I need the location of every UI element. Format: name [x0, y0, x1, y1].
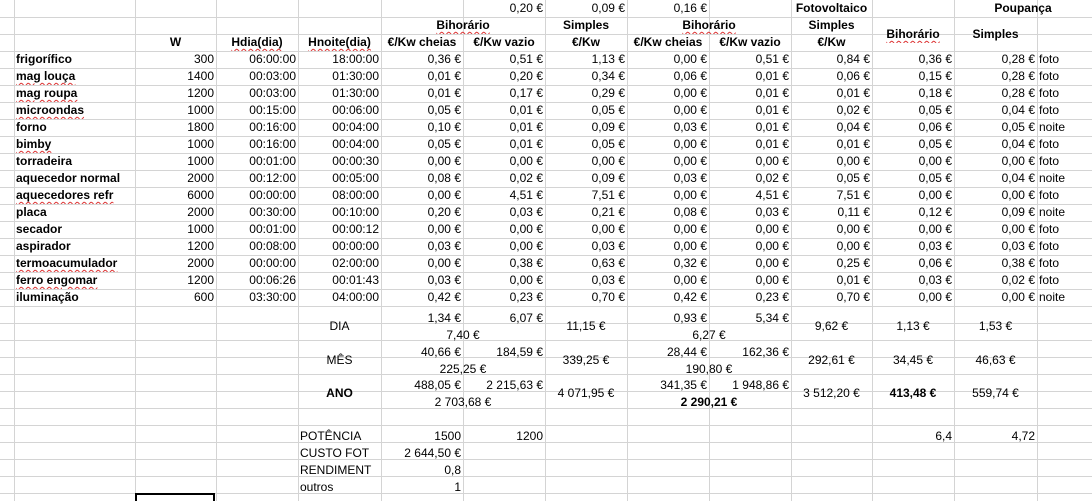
hnoite-cell[interactable]: 08:00:00 [332, 188, 379, 202]
period-label-ano[interactable]: ANO [326, 386, 353, 400]
spell-flagged-text: Hnoite(dia) [308, 35, 371, 49]
section-poupanca[interactable]: Poupança [994, 1, 1052, 15]
saving-simples-cell[interactable]: 0,00 € [1001, 188, 1035, 202]
fv-simples-cell[interactable]: 0,84 € [836, 52, 870, 66]
header-hnoite[interactable] [300, 34, 379, 51]
param-potencia-1[interactable]: 1500 [434, 429, 461, 443]
source-cell[interactable]: foto [1039, 154, 1060, 168]
source-cell[interactable]: foto [1039, 52, 1060, 66]
source-cell[interactable]: foto [1039, 103, 1060, 117]
header-simples-poupanca[interactable]: Simples [972, 27, 1019, 41]
saving-simples-cell[interactable]: 0,02 € [1001, 273, 1035, 287]
saving-simples-cell[interactable]: 0,00 € [1001, 154, 1035, 168]
period-label-mes[interactable]: MÊS [326, 353, 353, 367]
watts-cell[interactable]: 1800 [187, 120, 214, 134]
cost-vazio-cell[interactable]: 0,20 € [509, 69, 543, 83]
cost-cheias-cell[interactable]: 0,20 € [427, 205, 461, 219]
period-fv-simples[interactable]: 9,62 € [814, 319, 849, 333]
period-bihorario-total[interactable]: 7,40 € [446, 328, 480, 342]
param-label-outros[interactable]: outros [300, 480, 334, 494]
cost-cheias-cell[interactable]: 0,42 € [427, 290, 461, 304]
spell-flagged-text: bimby [16, 137, 52, 151]
fv-vazio-cell[interactable]: 0,01 € [755, 137, 789, 151]
hnoite-cell[interactable]: 01:30:00 [332, 69, 379, 83]
fv-cheias-cell[interactable]: 0,00 € [673, 103, 707, 117]
spell-flagged-text: termoacumulador [16, 256, 118, 270]
header-bihorario-fv[interactable] [629, 17, 789, 34]
header-hdia[interactable] [218, 34, 296, 51]
cost-cheias-cell[interactable]: 0,08 € [427, 171, 461, 185]
fv-cheias-cell[interactable]: 0,00 € [673, 188, 707, 202]
period-fv-bihorario-total[interactable]: 2 290,21 € [680, 395, 738, 409]
fv-vazio-cell[interactable]: 0,00 € [755, 273, 789, 287]
hnoite-cell[interactable]: 00:04:00 [332, 137, 379, 151]
cost-vazio-cell[interactable]: 0,00 € [509, 239, 543, 253]
hdia-cell[interactable]: 00:30:00 [249, 205, 296, 219]
hnoite-cell[interactable]: 00:00:30 [332, 154, 379, 168]
period-fv-vazio[interactable]: 1 948,86 € [732, 378, 789, 392]
fv-cheias-cell[interactable]: 0,00 € [673, 273, 707, 287]
fv-cheias-cell[interactable]: 0,42 € [673, 290, 707, 304]
source-cell[interactable]: foto [1039, 86, 1060, 100]
row-label[interactable]: iluminação [16, 290, 79, 304]
hnoite-cell[interactable]: 02:00:00 [332, 256, 379, 270]
param-label-potencia[interactable]: POTÊNCIA [300, 429, 362, 443]
param-label-rendimento[interactable]: RENDIMENT [300, 463, 372, 477]
param-potencia-3[interactable]: 6,4 [935, 429, 952, 443]
header-kw-cheias-fv[interactable]: €/Kw cheias [633, 35, 703, 49]
spell-flagged-text: Hdia(dia) [231, 35, 283, 49]
saving-simples-cell[interactable]: 0,03 € [1001, 239, 1035, 253]
cost-simples-cell[interactable]: 1,13 € [591, 52, 625, 66]
fv-vazio-cell[interactable]: 0,01 € [755, 69, 789, 83]
param-potencia-2[interactable]: 1200 [516, 429, 543, 443]
fv-vazio-cell[interactable]: 0,00 € [755, 222, 789, 236]
source-cell[interactable]: noite [1039, 205, 1066, 219]
cost-vazio-cell[interactable]: 0,00 € [509, 273, 543, 287]
cost-cheias-cell[interactable]: 0,01 € [427, 86, 461, 100]
watts-cell[interactable]: 1000 [187, 154, 214, 168]
row-label[interactable] [16, 187, 133, 204]
fv-cheias-cell[interactable]: 0,08 € [673, 205, 707, 219]
param-outros[interactable]: 1 [454, 480, 461, 494]
cost-simples-cell[interactable]: 0,00 € [591, 154, 625, 168]
saving-simples-cell[interactable]: 0,04 € [1001, 103, 1035, 117]
fv-simples-cell[interactable]: 0,02 € [836, 103, 870, 117]
saving-bihorario-cell[interactable]: 0,00 € [918, 154, 952, 168]
fv-simples-cell[interactable]: 0,04 € [836, 120, 870, 134]
saving-simples-cell[interactable]: 0,04 € [1001, 171, 1035, 185]
hdia-cell[interactable]: 00:16:00 [249, 120, 296, 134]
period-label-dia[interactable]: DIA [329, 319, 350, 333]
period-vazio[interactable]: 6,07 € [509, 311, 543, 325]
watts-cell[interactable]: 6000 [187, 188, 214, 202]
period-fv-cheias[interactable]: 0,93 € [673, 311, 707, 325]
source-cell[interactable]: noite [1039, 120, 1066, 134]
cost-simples-cell[interactable]: 0,09 € [591, 171, 625, 185]
spell-flagged-text: Bihorário [436, 18, 490, 32]
spell-flagged-text: ferro engomar [16, 273, 98, 287]
watts-cell[interactable]: 1000 [187, 103, 214, 117]
source-cell[interactable]: foto [1039, 137, 1060, 151]
row-label[interactable] [16, 102, 133, 119]
saving-simples-cell[interactable]: 0,38 € [1001, 256, 1035, 270]
section-fotovoltaico[interactable]: Fotovoltaico [795, 1, 868, 15]
cost-vazio-cell[interactable]: 0,23 € [509, 290, 543, 304]
cost-simples-cell[interactable]: 0,00 € [591, 222, 625, 236]
watts-cell[interactable]: 1000 [187, 137, 214, 151]
cost-cheias-cell[interactable]: 0,01 € [427, 69, 461, 83]
period-fv-bihorario-total[interactable]: 190,80 € [685, 362, 733, 376]
param-rendimento[interactable]: 0,8 [444, 463, 461, 477]
cost-cheias-cell[interactable]: 0,03 € [427, 273, 461, 287]
watts-cell[interactable]: 2000 [187, 171, 214, 185]
fv-cheias-cell[interactable]: 0,00 € [673, 137, 707, 151]
fv-cheias-cell[interactable]: 0,03 € [673, 120, 707, 134]
fv-vazio-cell[interactable]: 0,51 € [755, 52, 789, 66]
row-label[interactable]: aspirador [16, 239, 71, 253]
cost-vazio-cell[interactable]: 0,02 € [509, 171, 543, 185]
period-simples[interactable]: 4 071,95 € [557, 386, 615, 400]
cost-cheias-cell[interactable]: 0,00 € [427, 222, 461, 236]
cost-simples-cell[interactable]: 0,34 € [591, 69, 625, 83]
fv-simples-cell[interactable]: 0,01 € [836, 86, 870, 100]
period-saving-simples[interactable]: 559,74 € [972, 386, 1019, 400]
hnoite-cell[interactable]: 18:00:00 [332, 52, 379, 66]
saving-bihorario-cell[interactable]: 0,05 € [918, 171, 952, 185]
period-fv-bihorario-total[interactable]: 6,27 € [692, 328, 726, 342]
spell-flagged-text: aquecedores refr [16, 188, 114, 202]
cost-cheias-cell[interactable]: 0,00 € [427, 256, 461, 270]
fv-simples-cell[interactable]: 0,25 € [836, 256, 870, 270]
period-saving-bihorario[interactable]: 1,13 € [896, 319, 930, 333]
period-vazio[interactable]: 2 215,63 € [486, 378, 543, 392]
saving-bihorario-cell[interactable]: 0,00 € [918, 290, 952, 304]
period-bihorario-total[interactable]: 2 703,68 € [434, 395, 492, 409]
period-vazio[interactable]: 184,59 € [496, 345, 543, 359]
fv-cheias-cell[interactable]: 0,00 € [673, 222, 707, 236]
header-bihorario-poupanca[interactable] [874, 26, 952, 43]
fv-cheias-cell[interactable]: 0,00 € [673, 52, 707, 66]
period-saving-simples[interactable]: 1,53 € [978, 319, 1013, 333]
source-cell[interactable]: noite [1039, 290, 1066, 304]
row-label[interactable] [16, 255, 133, 272]
cost-cheias-cell[interactable]: 0,00 € [427, 154, 461, 168]
watts-cell[interactable]: 600 [193, 290, 214, 304]
saving-simples-cell[interactable]: 0,09 € [1001, 205, 1035, 219]
fv-vazio-cell[interactable]: 0,00 € [755, 256, 789, 270]
selected-cell-cursor[interactable] [135, 493, 215, 501]
rate-vazio[interactable]: 0,09 € [591, 1, 625, 15]
header-simples[interactable]: Simples [562, 18, 610, 32]
cost-simples-cell[interactable]: 0,03 € [591, 273, 625, 287]
param-potencia-4[interactable]: 4,72 [1011, 429, 1035, 443]
hnoite-cell[interactable]: 04:00:00 [332, 290, 379, 304]
fv-cheias-cell[interactable]: 0,00 € [673, 239, 707, 253]
saving-bihorario-cell[interactable]: 0,36 € [918, 52, 952, 66]
saving-bihorario-cell[interactable]: 0,12 € [918, 205, 952, 219]
saving-simples-cell[interactable]: 0,28 € [1001, 86, 1035, 100]
saving-bihorario-cell[interactable]: 0,03 € [918, 239, 952, 253]
watts-cell[interactable]: 1200 [187, 239, 214, 253]
cost-cheias-cell[interactable]: 0,05 € [427, 137, 461, 151]
fv-simples-cell[interactable]: 0,70 € [836, 290, 870, 304]
period-fv-vazio[interactable]: 5,34 € [755, 311, 789, 325]
hnoite-cell[interactable]: 00:04:00 [332, 120, 379, 134]
fv-vazio-cell[interactable]: 4,51 € [755, 188, 789, 202]
period-saving-simples[interactable]: 46,63 € [975, 353, 1016, 367]
period-saving-bihorario[interactable]: 413,48 € [889, 386, 937, 400]
watts-cell[interactable]: 1000 [187, 222, 214, 236]
cost-simples-cell[interactable]: 0,05 € [591, 103, 625, 117]
spell-flagged-text: mag roupa [16, 86, 78, 100]
saving-bihorario-cell[interactable]: 0,18 € [918, 86, 952, 100]
source-cell[interactable]: noite [1039, 171, 1066, 185]
fv-vazio-cell[interactable]: 0,01 € [755, 86, 789, 100]
header-w[interactable]: W [169, 35, 182, 49]
spell-flagged-text: Bihorário [886, 27, 940, 41]
hdia-cell[interactable]: 00:12:00 [249, 171, 296, 185]
period-cheias[interactable]: 488,05 € [414, 378, 461, 392]
row-label[interactable]: aquecedor normal [16, 171, 121, 185]
saving-bihorario-cell[interactable]: 0,06 € [918, 120, 952, 134]
hdia-cell[interactable]: 00:00:00 [249, 256, 296, 270]
cost-simples-cell[interactable]: 0,29 € [591, 86, 625, 100]
cost-cheias-cell[interactable]: 0,05 € [427, 103, 461, 117]
hnoite-cell[interactable]: 00:05:00 [332, 171, 379, 185]
row-label[interactable]: placa [16, 205, 47, 219]
period-simples[interactable]: 11,15 € [566, 319, 606, 333]
header-kw-cheias[interactable]: €/Kw cheias [387, 35, 457, 49]
saving-bihorario-cell[interactable]: 0,05 € [918, 103, 952, 117]
cost-simples-cell[interactable]: 0,70 € [591, 290, 625, 304]
source-cell[interactable]: foto [1039, 239, 1060, 253]
hnoite-cell[interactable]: 00:01:43 [332, 273, 379, 287]
fv-vazio-cell[interactable]: 0,00 € [755, 154, 789, 168]
rate-simples[interactable]: 0,16 € [673, 1, 707, 15]
period-fv-cheias[interactable]: 341,35 € [660, 378, 707, 392]
hdia-cell[interactable]: 00:01:00 [249, 222, 296, 236]
hdia-cell[interactable]: 06:00:00 [249, 52, 296, 66]
hdia-cell[interactable]: 00:00:00 [249, 188, 296, 202]
row-label[interactable]: torradeira [16, 154, 73, 168]
header-kw[interactable]: €/Kw [571, 35, 600, 49]
saving-simples-cell[interactable]: 0,04 € [1001, 137, 1035, 151]
saving-bihorario-cell[interactable]: 0,03 € [918, 273, 952, 287]
watts-cell[interactable]: 300 [193, 52, 214, 66]
fv-vazio-cell[interactable]: 0,23 € [755, 290, 789, 304]
cost-vazio-cell[interactable]: 0,00 € [509, 222, 543, 236]
row-label[interactable]: frigorífico [16, 52, 72, 66]
fv-cheias-cell[interactable]: 0,00 € [673, 154, 707, 168]
fv-cheias-cell[interactable]: 0,03 € [673, 171, 707, 185]
saving-simples-cell[interactable]: 0,00 € [1001, 222, 1035, 236]
period-fv-vazio[interactable]: 162,36 € [742, 345, 789, 359]
cost-vazio-cell[interactable]: 0,51 € [509, 52, 543, 66]
saving-simples-cell[interactable]: 0,28 € [1001, 69, 1035, 83]
period-saving-bihorario[interactable]: 34,45 € [892, 353, 934, 367]
fv-simples-cell[interactable]: 0,01 € [836, 137, 870, 151]
hdia-cell[interactable]: 00:15:00 [249, 103, 296, 117]
saving-bihorario-cell[interactable]: 0,06 € [918, 256, 952, 270]
header-kw-vazio-fv[interactable]: €/Kw vazio [719, 35, 781, 49]
row-label[interactable] [16, 272, 133, 289]
header-simples-fv[interactable]: Simples [808, 18, 855, 32]
fv-simples-cell[interactable]: 0,01 € [836, 273, 870, 287]
hdia-cell[interactable]: 00:06:26 [249, 273, 296, 287]
fv-vazio-cell[interactable]: 0,00 € [755, 239, 789, 253]
period-fv-simples[interactable]: 3 512,20 € [803, 386, 860, 400]
hdia-cell[interactable]: 00:16:00 [249, 137, 296, 151]
cost-cheias-cell[interactable]: 0,03 € [427, 239, 461, 253]
cost-vazio-cell[interactable]: 0,38 € [509, 256, 543, 270]
hdia-cell[interactable]: 00:03:00 [249, 86, 296, 100]
watts-cell[interactable]: 1200 [187, 86, 214, 100]
watts-cell[interactable]: 1400 [187, 69, 214, 83]
fv-simples-cell[interactable]: 0,00 € [836, 222, 870, 236]
hdia-cell[interactable]: 00:08:00 [249, 239, 296, 253]
watts-cell[interactable]: 2000 [187, 256, 214, 270]
saving-simples-cell[interactable]: 0,00 € [1001, 290, 1035, 304]
spell-flagged-text: Bihorário [682, 18, 736, 32]
hnoite-cell[interactable]: 00:06:00 [332, 103, 379, 117]
cost-vazio-cell[interactable]: 4,51 € [509, 188, 543, 202]
source-cell[interactable]: foto [1039, 273, 1060, 287]
watts-cell[interactable]: 2000 [187, 205, 214, 219]
rate-cheias[interactable]: 0,20 € [509, 1, 543, 15]
fv-simples-cell[interactable]: 0,06 € [836, 69, 870, 83]
hnoite-cell[interactable]: 00:00:00 [332, 239, 379, 253]
source-cell[interactable]: foto [1039, 188, 1060, 202]
fv-simples-cell[interactable]: 0,11 € [837, 205, 870, 219]
saving-bihorario-cell[interactable]: 0,00 € [918, 222, 952, 236]
cost-vazio-cell[interactable]: 0,17 € [509, 86, 543, 100]
spell-flagged-text: mag louça [16, 69, 76, 83]
hdia-cell[interactable]: 00:01:00 [249, 154, 296, 168]
period-fv-cheias[interactable]: 28,44 € [666, 345, 707, 359]
saving-bihorario-cell[interactable]: 0,00 € [918, 188, 952, 202]
saving-simples-cell[interactable]: 0,28 € [1001, 52, 1035, 66]
fv-vazio-cell[interactable]: 0,03 € [755, 205, 789, 219]
cost-simples-cell[interactable]: 0,63 € [591, 256, 625, 270]
fv-simples-cell[interactable]: 0,00 € [836, 239, 870, 253]
cost-simples-cell[interactable]: 0,09 € [591, 120, 625, 134]
spell-flagged-text: microondas [16, 103, 85, 117]
cost-cheias-cell[interactable]: 0,36 € [427, 52, 461, 66]
fv-cheias-cell[interactable]: 0,06 € [673, 69, 707, 83]
cost-simples-cell[interactable]: 0,21 € [591, 205, 625, 219]
cost-simples-cell[interactable]: 0,05 € [591, 137, 625, 151]
cost-vazio-cell[interactable]: 0,00 € [509, 154, 543, 168]
row-label[interactable] [16, 136, 133, 153]
fv-simples-cell[interactable]: 0,05 € [836, 171, 870, 185]
source-cell[interactable]: foto [1039, 256, 1060, 270]
fv-cheias-cell[interactable]: 0,32 € [673, 256, 707, 270]
fv-simples-cell[interactable]: 7,51 € [836, 188, 870, 202]
fv-vazio-cell[interactable]: 0,01 € [755, 103, 789, 117]
cost-vazio-cell[interactable]: 0,01 € [509, 137, 543, 151]
cost-cheias-cell[interactable]: 0,00 € [427, 188, 461, 202]
watts-cell[interactable]: 1200 [187, 273, 214, 287]
cost-vazio-cell[interactable]: 0,03 € [509, 205, 543, 219]
fv-cheias-cell[interactable]: 0,00 € [673, 86, 707, 100]
row-label[interactable]: secador [16, 222, 63, 236]
cost-vazio-cell[interactable]: 0,01 € [509, 120, 543, 134]
fv-vazio-cell[interactable]: 0,02 € [755, 171, 789, 185]
header-kw-vazio[interactable]: €/Kw vazio [473, 35, 535, 49]
period-bihorario-total[interactable]: 225,25 € [439, 362, 487, 376]
source-cell[interactable]: foto [1039, 222, 1060, 236]
cost-simples-cell[interactable]: 7,51 € [591, 188, 625, 202]
hdia-cell[interactable]: 00:03:00 [249, 69, 296, 83]
row-label[interactable] [16, 68, 133, 85]
cost-vazio-cell[interactable]: 0,01 € [509, 103, 543, 117]
period-fv-simples[interactable]: 292,61 € [808, 353, 855, 367]
period-simples[interactable]: 339,25 € [562, 353, 610, 367]
row-label[interactable] [16, 85, 133, 102]
hnoite-cell[interactable]: 00:00:12 [332, 222, 379, 236]
source-cell[interactable]: foto [1039, 69, 1060, 83]
fv-simples-cell[interactable]: 0,00 € [836, 154, 870, 168]
row-label[interactable]: forno [16, 120, 47, 134]
header-bihorario[interactable] [383, 17, 543, 34]
hnoite-cell[interactable]: 01:30:00 [332, 86, 379, 100]
fv-vazio-cell[interactable]: 0,01 € [755, 120, 789, 134]
saving-bihorario-cell[interactable]: 0,15 € [918, 69, 952, 83]
saving-simples-cell[interactable]: 0,05 € [1001, 120, 1035, 134]
hdia-cell[interactable]: 03:30:00 [249, 290, 296, 304]
cost-simples-cell[interactable]: 0,03 € [591, 239, 625, 253]
hnoite-cell[interactable]: 00:10:00 [332, 205, 379, 219]
period-cheias[interactable]: 1,34 € [427, 311, 461, 325]
cost-cheias-cell[interactable]: 0,10 € [427, 120, 461, 134]
header-kw-fv[interactable]: €/Kw [817, 35, 846, 49]
saving-bihorario-cell[interactable]: 0,05 € [918, 137, 952, 151]
period-cheias[interactable]: 40,66 € [420, 345, 461, 359]
param-label-custo[interactable]: CUSTO FOT [300, 446, 370, 460]
param-custo[interactable]: 2 644,50 € [404, 446, 461, 460]
